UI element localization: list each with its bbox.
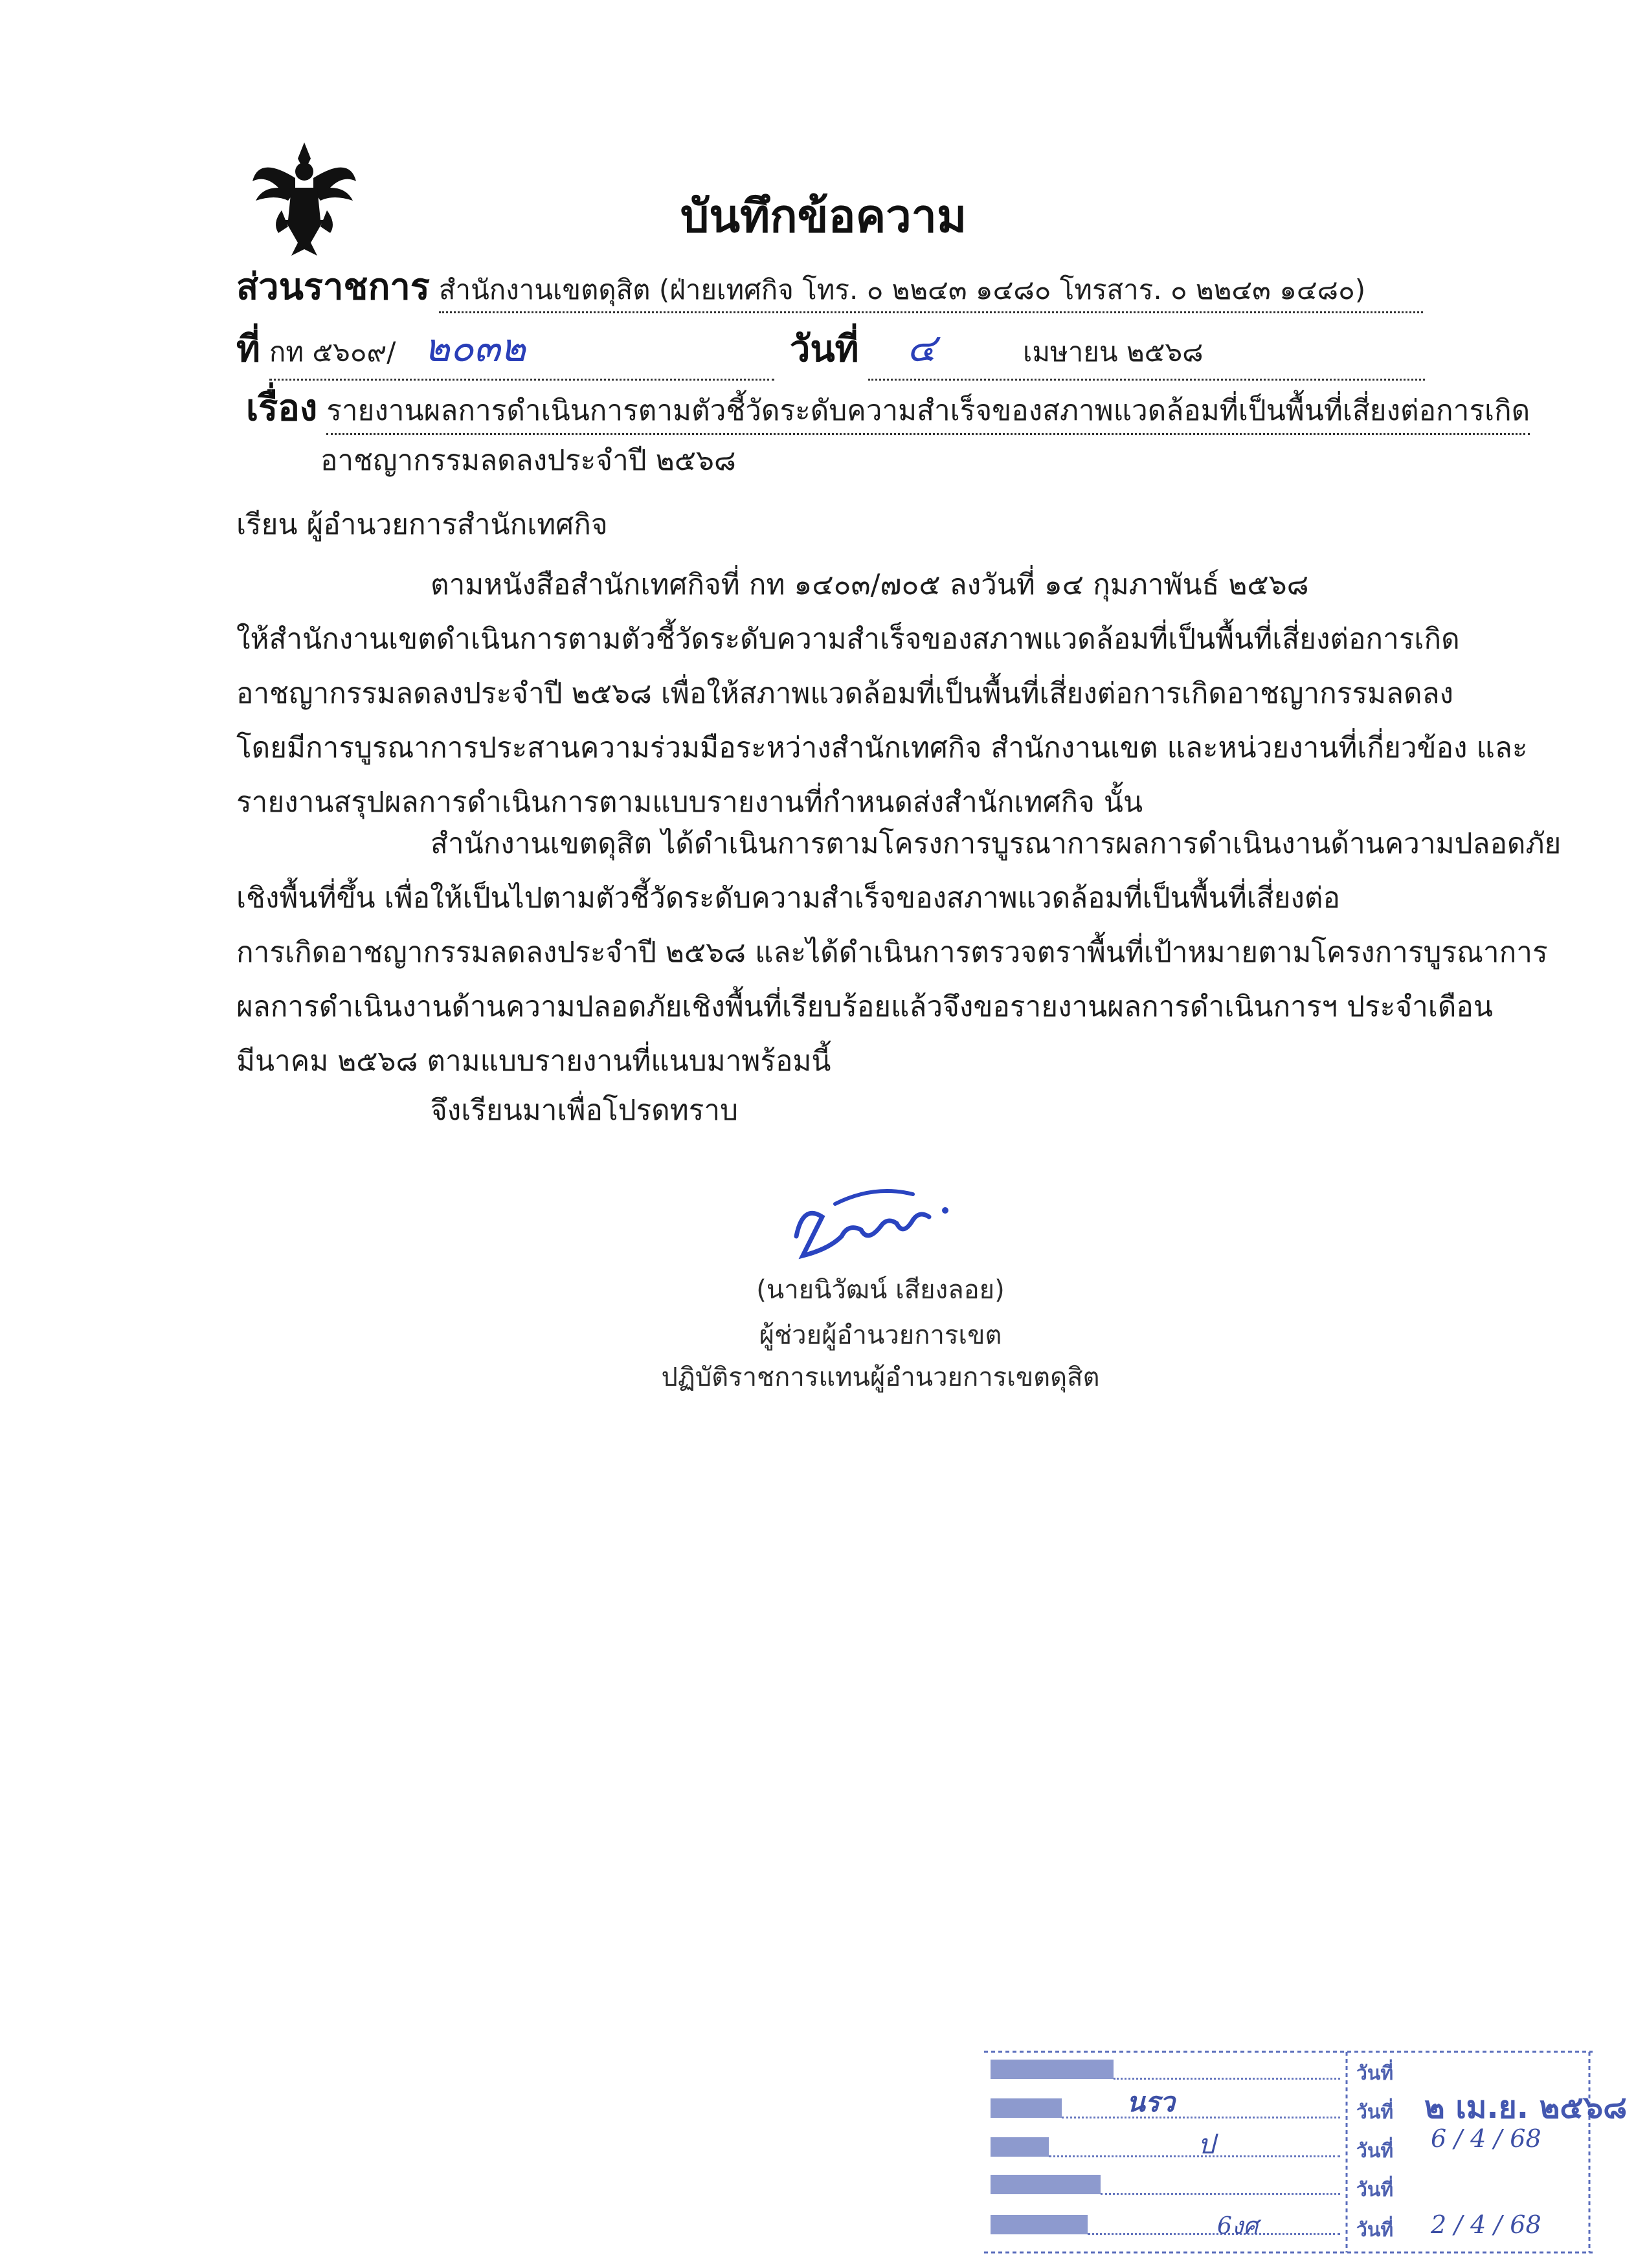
- date-label: วันที่: [789, 328, 859, 370]
- date-month-year: เมษายน ๒๕๖๘: [1022, 336, 1204, 368]
- paragraph-2: [236, 817, 1561, 1089]
- memo-title: บันทึกข้อความ: [680, 190, 967, 243]
- stamp-row-label: วันที่: [1356, 2062, 1394, 2085]
- stamp-line-3: [1049, 2155, 1340, 2157]
- signatory-position-1: ผู้ช่วยผู้อำนวยการเขต: [759, 1320, 1002, 1350]
- paragraph-1-line: ตามหนังสือสำนักเทศกิจที่ กท ๑๔๐๓/๗๐๕ ลงวันที่ ๑๔ กุมภาพันธ์ ๒๕๖๘: [431, 568, 1309, 601]
- signature-scribble-icon: [783, 1159, 965, 1275]
- stamp-line-2: [1062, 2117, 1340, 2118]
- stamp-received-date: ๒ เม.ย. ๒๕๖๘: [1424, 2089, 1628, 2126]
- paragraph-1: [236, 558, 1527, 830]
- paragraph-1-line: ให้สำนักงานเขตดำเนินการตามตัวชี้วัดระดับความสำเร็จของสภาพแวดล้อมที่เป็นพื้นที่เสี่ยงต่อการเกิด: [236, 623, 1460, 656]
- stamp-row-label: วันที่: [1356, 2140, 1394, 2162]
- paragraph-2-line: การเกิดอาชญากรรมลดลงประจำปี ๒๕๖๘ และได้ดำเนินการตรวจตราพื้นที่เป้าหมายตามโครงการบูรณาการ: [236, 936, 1548, 969]
- subject-label: เรื่อง: [246, 387, 318, 429]
- reference-row: [236, 317, 1415, 381]
- signatory-position-2: ปฏิบัติราชการแทนผู้อำนวยการเขตดุสิต: [661, 1362, 1100, 1392]
- paragraph-1-line: อาชญากรรมลดลงประจำปี ๒๕๖๘ เพื่อให้สภาพแวดล้อมที่เป็นพื้นที่เสี่ยงต่อการเกิดอาชญากรรมลดลง: [236, 677, 1454, 710]
- agency-row: [236, 258, 1423, 315]
- stamp-date-a: 6 / 4 / 68: [1431, 2124, 1541, 2153]
- subject-row: [246, 379, 1530, 436]
- paragraph-2-line: สำนักงานเขตดุสิต ได้ดำเนินการตามโครงการบูรณาการผลการดำเนินงานด้านความปลอดภัย: [431, 827, 1562, 860]
- reference-label: ที่: [236, 328, 260, 370]
- stamp-date-b: 2 / 4 / 68: [1431, 2210, 1541, 2239]
- stamp-row-label: วันที่: [1356, 2179, 1394, 2201]
- stamp-line-5: [1088, 2233, 1340, 2235]
- paragraph-1-line: รายงานสรุปผลการดำเนินการตามแบบรายงานที่กำหนดส่งสำนักเทศกิจ นั้น: [236, 786, 1143, 819]
- closing-text: จึงเรียนมาเพื่อโปรดทราบ: [431, 1094, 739, 1127]
- stamp-handwritten-signoff: 6งศ: [1217, 2213, 1259, 2240]
- paragraph-2-line: มีนาคม ๒๕๖๘ ตามแบบรายงานที่แนบมาพร้อมนี้: [236, 1045, 831, 1078]
- reference-prefix: กท ๕๖๐๙/: [269, 336, 396, 368]
- reference-number: ๒๐๓๒: [424, 326, 526, 371]
- subject-line-2: อาชญากรรมลดลงประจำปี ๒๕๖๘: [320, 444, 736, 477]
- agency-value: สำนักงานเขตดุสิต (ฝ่ายเทศกิจ โทร. ๐ ๒๒๔๓ ๑๔๘๐ โทรสาร. ๐ ๒๒๔๓ ๑๔๘๐): [439, 269, 1423, 313]
- signatory-name: (นายนิวัฒน์ เสียงลอย): [756, 1275, 1005, 1305]
- stamp-line-1: [1114, 2078, 1340, 2080]
- stamp-handwritten-mark: ป: [1198, 2128, 1215, 2160]
- subject-line-1: รายงานผลการดำเนินการตามตัวชี้วัดระดับความสำเร็จของสภาพแวดล้อมที่เป็นพื้นที่เสี่ยงต่อการเกิด: [326, 388, 1530, 435]
- stamp-row-label: วันที่: [1356, 2101, 1394, 2124]
- paragraph-1-line: โดยมีการบูรณาการประสานความร่วมมือระหว่างสำนักเทศกิจ สำนักงานเขต และหน่วยงานที่เกี่ยวข้อง และ: [236, 731, 1528, 764]
- stamp-handwritten-initials: นรว: [1126, 2086, 1175, 2118]
- salutation: เรียน ผู้อำนวยการสำนักเทศกิจ: [236, 508, 608, 541]
- stamp-line-4: [1101, 2193, 1340, 2195]
- receipt-stamp: [984, 2045, 1628, 2259]
- paragraph-2-line: ผลการดำเนินงานด้านความปลอดภัยเชิงพื้นที่เรียบร้อยแล้วจึงขอรายงานผลการดำเนินการฯ ประจำเดือน: [236, 990, 1493, 1023]
- agency-label: ส่วนราชการ: [236, 266, 430, 308]
- date-day: ๔: [906, 326, 936, 371]
- stamp-row-label: วันที่: [1356, 2219, 1394, 2241]
- paragraph-2-line: เชิงพื้นที่ขึ้น เพื่อให้เป็นไปตามตัวชี้วัดระดับความสำเร็จของสภาพแวดล้อมที่เป็นพื้นที่เสี่ยงต่อ: [236, 882, 1340, 915]
